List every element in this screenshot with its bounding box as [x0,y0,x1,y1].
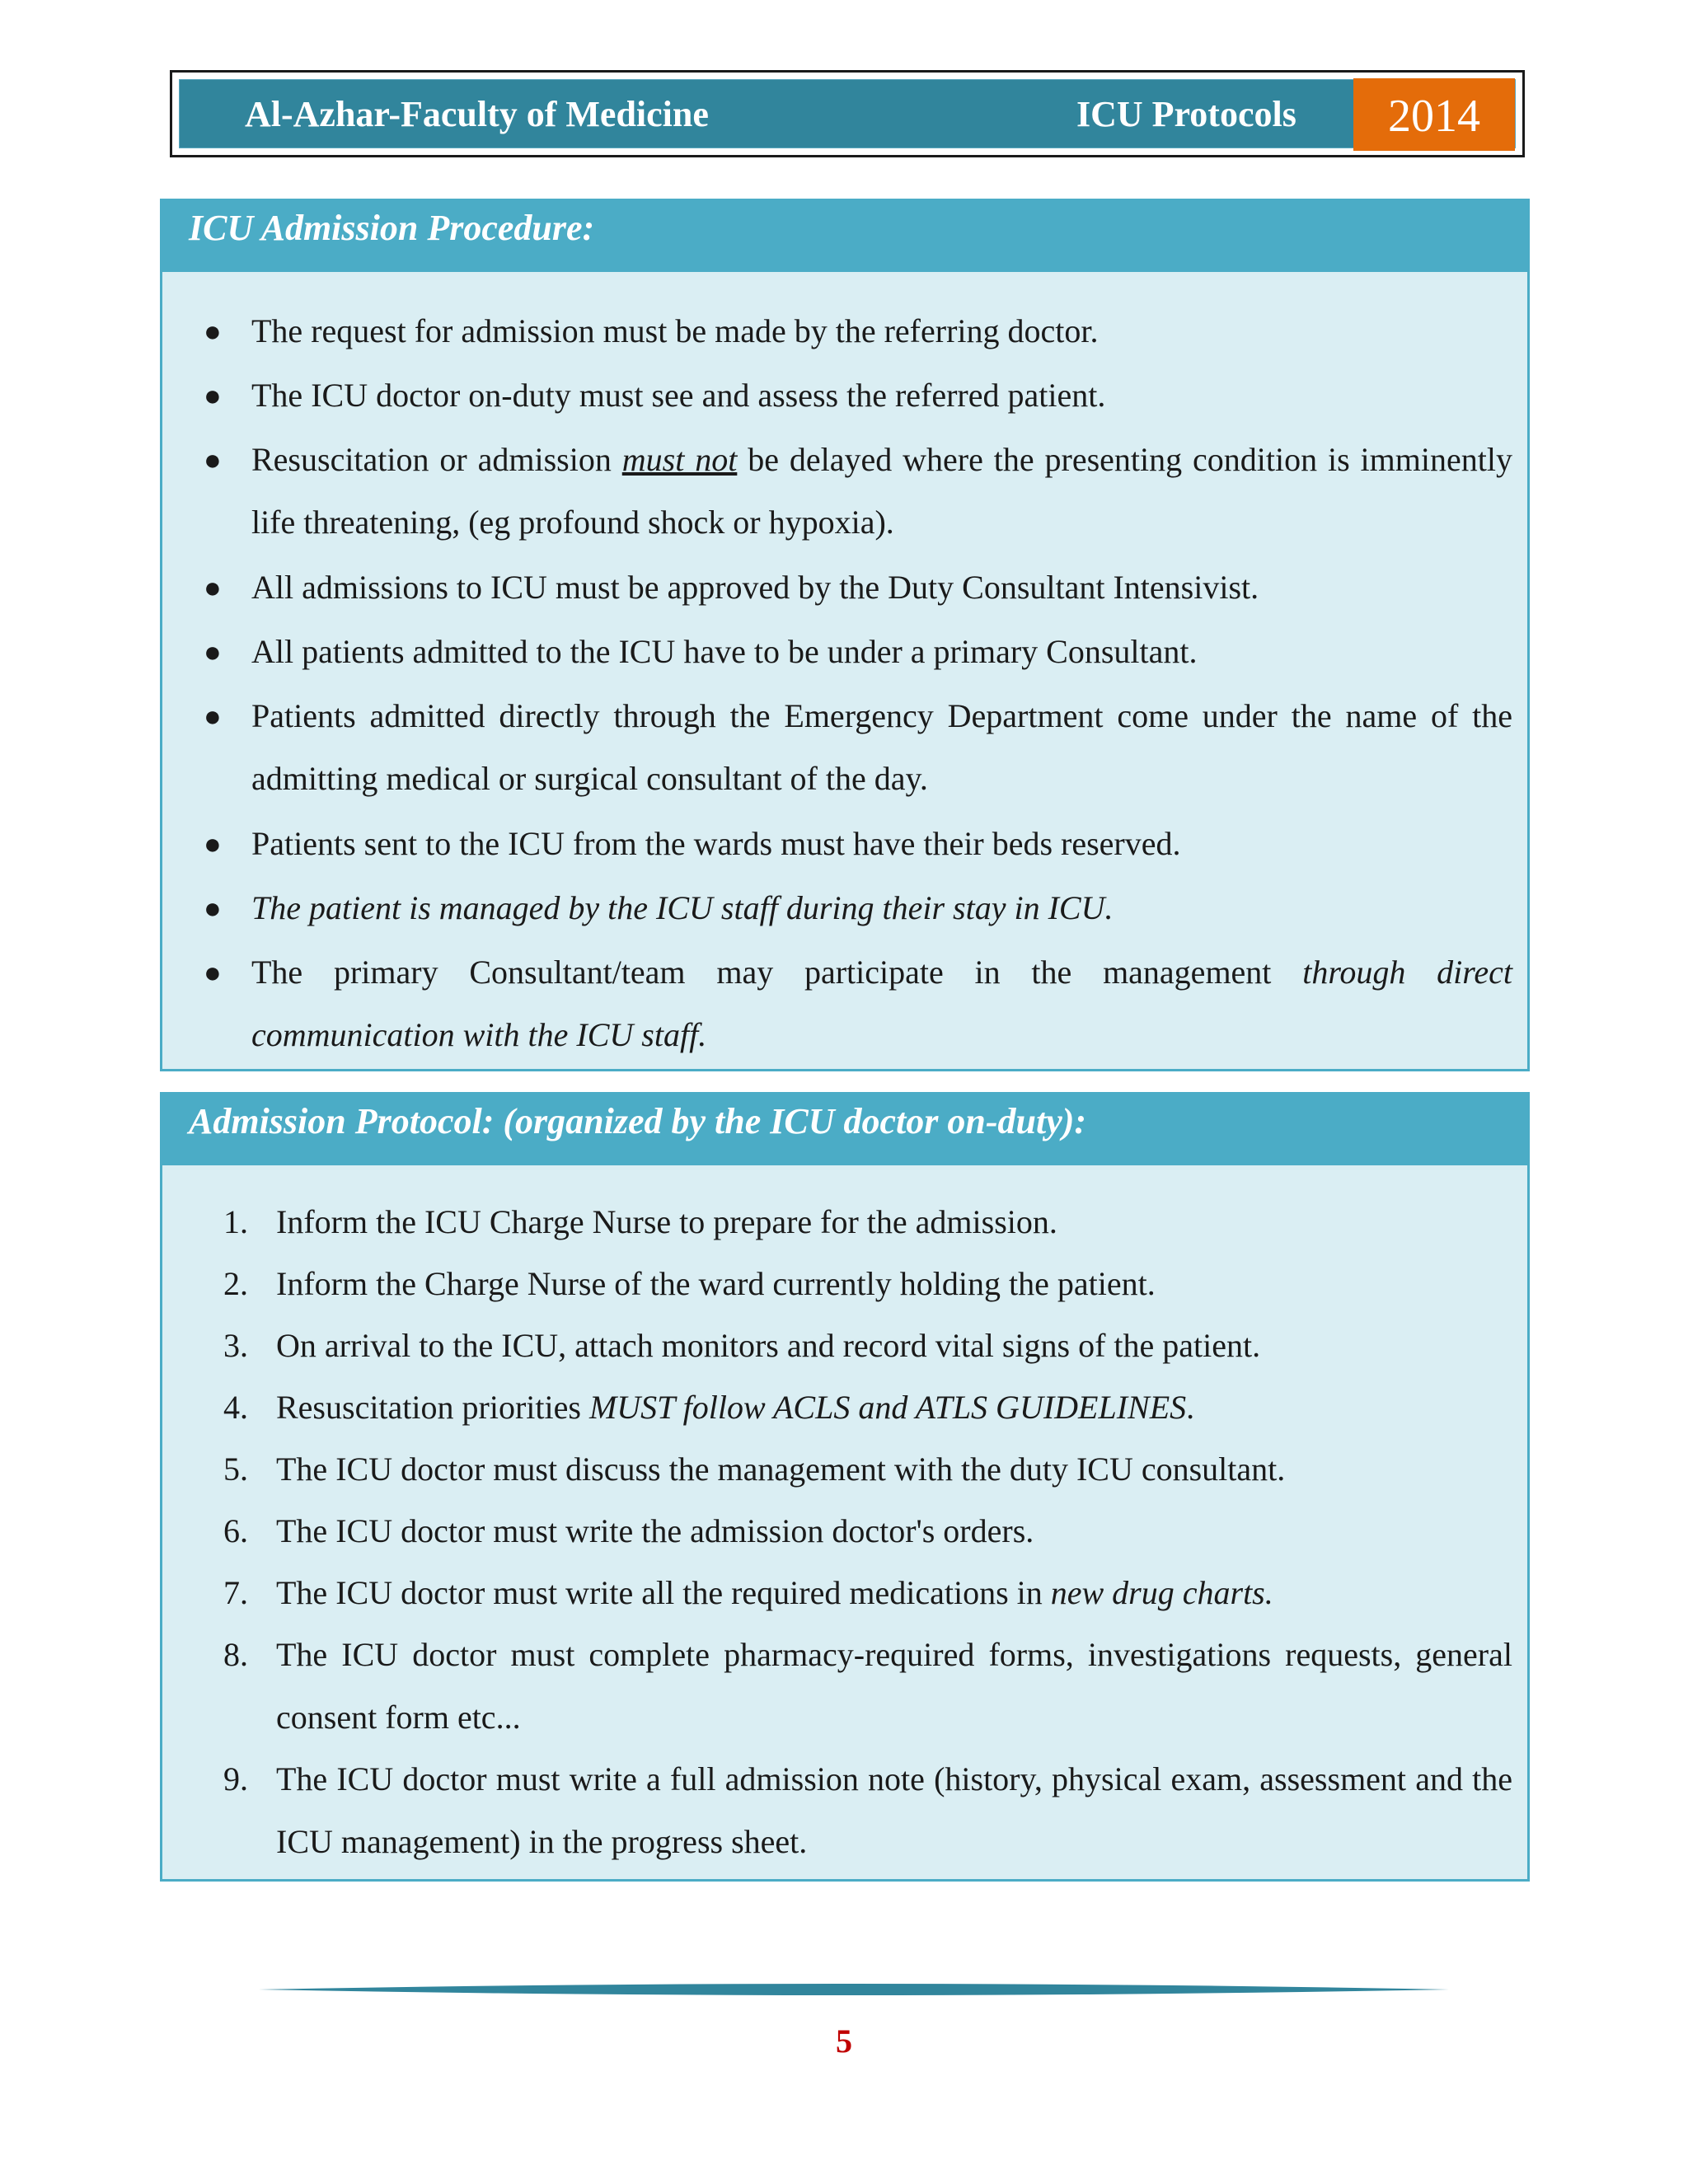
list-item: ● All admissions to ICU must be approved by the Duty Consultant Intensivist. [251,556,1512,619]
item-number: 8. [223,1636,248,1673]
bullet-icon: ● [204,700,222,733]
list-item: 3. On arrival to the ICU, attach monitors and record vital signs of the patient. [276,1315,1512,1377]
list-item: ● The primary Consultant/team may participate in the management through direct communication with the ICU staff. [251,941,1512,1066]
item-number: 7. [223,1574,248,1611]
item-number: 2. [223,1265,248,1302]
list-item: 5. The ICU doctor must discuss the management with the duty ICU consultant. [276,1438,1512,1501]
bullet-icon: ● [204,379,222,412]
bullet-icon: ● [204,571,222,604]
page-number: 5 [836,2022,852,2060]
list-item: ● All patients admitted to the ICU have to be under a primary Consultant. [251,621,1512,683]
list-item: 8. The ICU doctor must complete pharmacy-required forms, investigations requests, general consent form etc... [276,1624,1512,1749]
header-bar [179,79,1516,148]
item-number: 4. [223,1389,248,1426]
bullet-icon: ● [204,635,222,668]
bullet-icon: ● [204,315,222,348]
list-item: ● Patients sent to the ICU from the wards must have their beds reserved. [251,813,1512,875]
list-item: ● The ICU doctor on-duty must see and assess the referred patient. [251,364,1512,427]
list-item: 6. The ICU doctor must write the admission doctor's orders. [276,1500,1512,1563]
document-title: ICU Protocols [1076,94,1296,134]
list-item: ● The request for admission must be made by the referring doctor. [251,300,1512,363]
list-item: ● Resuscitation or admission must not be delayed where the presenting condition is imminently life threatening, (eg profound shock or hypoxia). [251,429,1512,554]
bullet-icon: ● [204,827,222,860]
item-number: 6. [223,1512,248,1549]
item-number: 3. [223,1327,248,1364]
section-heading: Admission Protocol: (organized by the ICU doctor on-duty): [162,1094,1527,1165]
emphasis-text: must not [621,441,738,478]
footer-rule [259,1981,1449,1998]
list-item: 4. Resuscitation priorities MUST follow ACLS and ATLS GUIDELINES. [276,1376,1512,1439]
institution-name: Al-Azhar-Faculty of Medicine [245,94,709,134]
list-item: 1. Inform the ICU Charge Nurse to prepare for the admission. [276,1191,1512,1254]
list-item: 2. Inform the Charge Nurse of the ward currently holding the patient. [276,1253,1512,1315]
list-item: ● The patient is managed by the ICU staff during their stay in ICU. [251,877,1512,940]
list-item: ● Patients admitted directly through the Emergency Department come under the name of the admitting medical or surgical consultant of the day. [251,685,1512,810]
bullet-icon: ● [204,443,222,476]
item-number: 5. [223,1451,248,1488]
list-item: 7. The ICU doctor must write all the required medications in new drug charts. [276,1562,1512,1624]
item-number: 1. [223,1203,248,1240]
item-number: 9. [223,1760,248,1797]
list-item: 9. The ICU doctor must write a full admission note (history, physical exam, assessment and the ICU management) in the progress sheet. [276,1748,1512,1873]
admission-procedure-section [160,199,1530,1071]
section-heading: ICU Admission Procedure: [162,201,1527,272]
bullet-icon: ● [204,892,222,925]
page-header [170,70,1525,157]
admission-protocol-section [160,1092,1530,1882]
bullet-icon: ● [204,956,222,989]
year-badge: 2014 [1353,78,1515,151]
